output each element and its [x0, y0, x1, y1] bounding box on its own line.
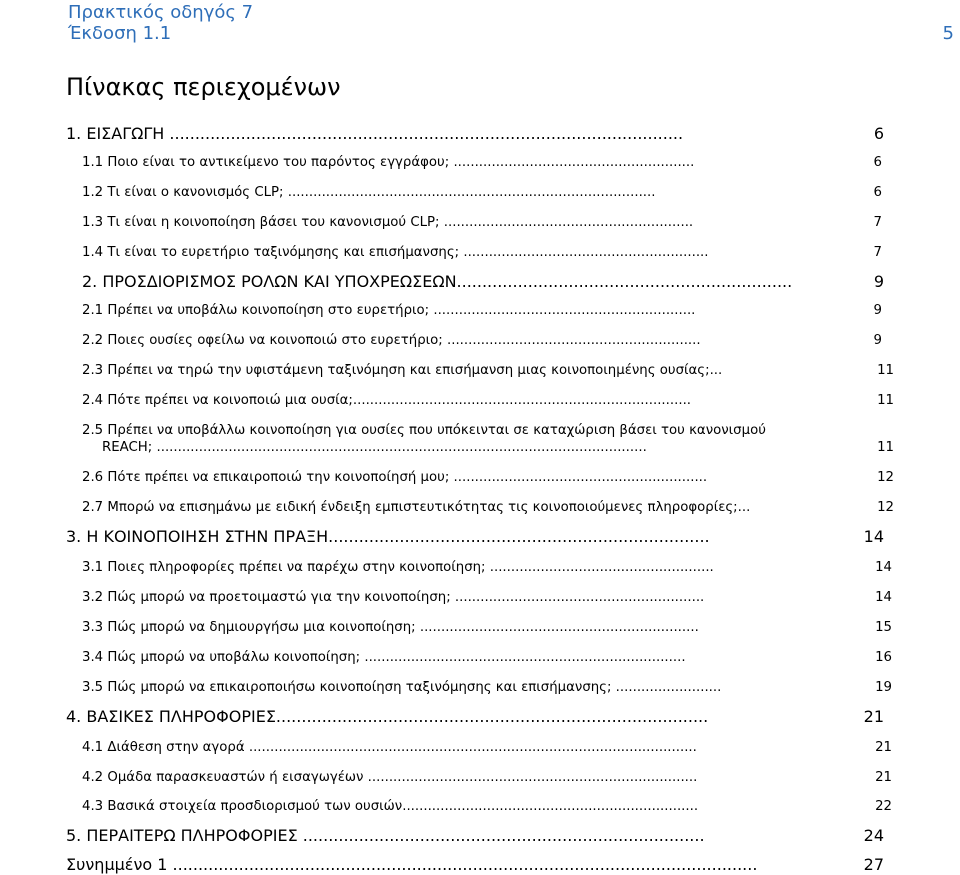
toc-entry[interactable] — [66, 707, 884, 727]
toc-entry-text: 4. ΒΑΣΙΚΕΣ ΠΛΗΡΟΦΟΡΙΕΣ..................................................................................... — [66, 707, 709, 726]
toc-entry-text: 3.4 Πώς μπορώ να υποβάλω κοινοποίηση; ............................................................................ — [82, 650, 686, 665]
toc-entry[interactable] — [82, 184, 882, 201]
toc-entry-text: 2.7 Μπορώ να επισημάνω με ειδική ένδειξη εμπιστευτικότητας τις κοινοποιούμενες πληροφορίες;... — [82, 500, 751, 515]
toc-entry-page: 12 — [877, 500, 894, 515]
toc-entry[interactable] — [66, 826, 884, 846]
toc-entry-text: 3. Η ΚΟΙΝΟΠΟΙΗΣΗ ΣΤΗΝ ΠΡΑΞΗ........................................................................... — [66, 527, 710, 546]
toc-entry-page: 14 — [863, 527, 884, 546]
toc-entry[interactable] — [82, 739, 892, 756]
toc-entry[interactable] — [66, 855, 884, 875]
toc-entry-text: 4.3 Βασικά στοιχεία προσδιορισμού των ουσιών...................................................................... — [82, 799, 699, 814]
toc-entry-text: 1. ΕΙΣΑΓΩΓΗ ..................................................................................................... — [66, 124, 684, 143]
toc-entry-page: 14 — [875, 590, 892, 605]
toc-entry-text: 3.2 Πώς μπορώ να προετοιμαστώ για την κοινοποίηση; ........................................................... — [82, 590, 705, 605]
toc-entry-text: 2.4 Πότε πρέπει να κοινοποιώ μια ουσία;................................................................................ — [82, 393, 692, 408]
toc-entry-text-continued: REACH; .................................................................................................................... — [102, 440, 647, 455]
toc-entry-text: 1.1 Ποιο είναι το αντικείμενο του παρόντος εγγράφου; ......................................................... — [82, 155, 695, 170]
toc-entry-page: 6 — [873, 124, 884, 143]
toc-entry-text: 1.4 Τι είναι το ευρετήριο ταξινόμησης και επισήμανσης; .......................................................... — [82, 245, 709, 260]
toc-entry-page: 21 — [875, 770, 892, 785]
toc-entry[interactable] — [82, 392, 894, 409]
toc-entry-text: 1.3 Τι είναι η κοινοποίηση βάσει του κανονισμού CLP; ........................................................... — [82, 215, 694, 230]
toc-entry-page: 22 — [875, 799, 892, 814]
toc-entry[interactable] — [82, 244, 882, 261]
toc-entry-page: 6 — [873, 155, 882, 170]
toc-entry-page: 11 — [877, 363, 894, 378]
toc-entry-text: 2.5 Πρέπει να υποβάλλω κοινοποίηση για ουσίες που υπόκεινται σε καταχώριση βάσει του κανονισμού — [82, 423, 766, 438]
toc-entry-text: 3.1 Ποιες πληροφορίες πρέπει να παρέχω στην κοινοποίηση; ..................................................... — [82, 560, 714, 575]
page-header — [68, 2, 958, 44]
toc-title: Πίνακας περιεχομένων — [66, 73, 341, 101]
toc-entry-page: 7 — [873, 245, 882, 260]
toc-entry-page: 9 — [873, 272, 884, 291]
toc-entry-page: 16 — [875, 650, 892, 665]
toc-entry[interactable] — [82, 679, 892, 696]
toc-entry-text: 2. ΠΡΟΣΔΙΟΡΙΣΜΟΣ ΡΟΛΩΝ ΚΑΙ ΥΠΟΧΡΕΩΣΕΩΝ.................................................................. — [82, 272, 793, 291]
toc-entry-page: 9 — [873, 333, 882, 348]
toc-entry-text: 2.2 Ποιες ουσίες οφείλω να κοινοποιώ στο ευρετήριο; ............................................................ — [82, 333, 701, 348]
toc-entry[interactable] — [82, 798, 892, 815]
toc-entry-page: 7 — [873, 215, 882, 230]
toc-entry[interactable] — [82, 769, 892, 786]
toc-entry-page: 11 — [877, 440, 894, 455]
toc-entry-text: 3.5 Πώς μπορώ να επικαιροποιήσω κοινοποίηση ταξινόμησης και επισήμανσης; ......................... — [82, 680, 722, 695]
toc-entry[interactable] — [66, 124, 884, 144]
toc-entry-page: 12 — [877, 470, 894, 485]
toc-entry-page: 24 — [863, 826, 884, 845]
toc-entry-page: 14 — [875, 560, 892, 575]
toc-entry-text: 3.3 Πώς μπορώ να δημιουργήσω μια κοινοποίηση; .................................................................. — [82, 620, 699, 635]
header-version: Έκδοση 1.1 — [68, 23, 172, 44]
toc-entry-page: 21 — [875, 740, 892, 755]
toc-entry-page: 9 — [873, 303, 882, 318]
toc-entry-text: 4.2 Ομάδα παρασκευαστών ή εισαγωγέων .............................................................................. — [82, 770, 698, 785]
toc-entry-text: 5. ΠΕΡΑΙΤΕΡΩ ΠΛΗΡΟΦΟΡΙΕΣ ............................................................................... — [66, 826, 705, 845]
toc-entry-text: 2.3 Πρέπει να τηρώ την υφιστάμενη ταξινόμηση και επισήμανση μιας κοινοποιημένης ουσίας;... — [82, 363, 723, 378]
toc-entry[interactable] — [82, 469, 894, 486]
toc-entry-text: 2.1 Πρέπει να υποβάλω κοινοποίηση στο ευρετήριο; .............................................................. — [82, 303, 696, 318]
toc-entry-page: 15 — [875, 620, 892, 635]
toc-entry-page: 19 — [875, 680, 892, 695]
toc-entry[interactable] — [82, 619, 892, 636]
toc-entry[interactable] — [82, 214, 882, 231]
toc-entry[interactable] — [82, 499, 894, 516]
toc-entry[interactable] — [82, 559, 892, 576]
toc-entry[interactable] — [82, 422, 894, 458]
header-page-number: 5 — [942, 23, 954, 44]
header-guide-title: Πρακτικός οδηγός 7 — [68, 2, 254, 23]
toc-entry[interactable] — [82, 589, 892, 606]
toc-entry-text: 2.6 Πότε πρέπει να επικαιροποιώ την κοινοποίησή μου; ............................................................ — [82, 470, 708, 485]
toc-entry[interactable] — [82, 649, 892, 666]
toc-entry[interactable] — [82, 332, 882, 349]
toc-entry[interactable] — [82, 272, 884, 292]
toc-entry[interactable] — [82, 154, 882, 171]
toc-entry[interactable] — [82, 302, 882, 319]
toc-entry-text: 4.1 Διάθεση στην αγορά .......................................................................................................... — [82, 740, 697, 755]
toc-entry-text: 1.2 Τι είναι ο κανονισμός CLP; ....................................................................................... — [82, 185, 656, 200]
toc-entry[interactable] — [66, 527, 884, 547]
toc-entry-text: Συνημμένο 1 ................................................................................................................... — [66, 855, 758, 874]
toc-entry-page: 21 — [863, 707, 884, 726]
toc-entry[interactable] — [82, 362, 894, 379]
toc-entry-page: 6 — [873, 185, 882, 200]
toc-entry-page: 27 — [863, 855, 884, 874]
toc-entry-page: 11 — [877, 393, 894, 408]
